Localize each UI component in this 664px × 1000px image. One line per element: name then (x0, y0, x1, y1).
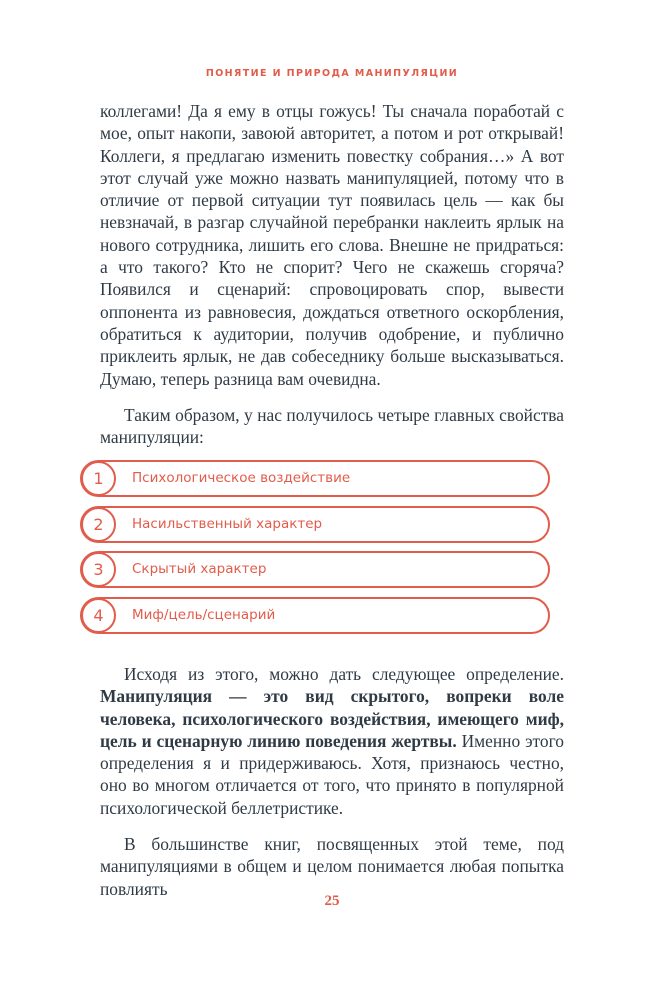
property-number-badge: 3 (81, 552, 116, 587)
paragraph-continued: коллегами! Да я ему в отцы гожусь! Ты сначала поработай с мое, опыт накопи, завоюй авторитет, а потом и рот открывай! Коллеги, я предлагаю изменить повестку собрания…» А вот этот случай уже можно назвать манипуляцией, потому что в отличие от первой ситуации тут появилась цель — как бы невзначай, в разгар случайной перебранки наклеить ярлык на нового сотрудника, лишить его слова. Внешне не придраться: а что такого? Кто не спорит? Чего не скажешь сгоряча? Появился и сценарий: спровоцировать спор, вывести оппонента из равновесия, дождаться ответного оскорбления, обратиться к аудитории, получив одобрение, и публично приклеить ярлык, не дав собеседнику больше высказываться. Думаю, теперь разница вам очевидна. (100, 101, 564, 389)
top-text-block (100, 100, 564, 448)
property-number-badge: 4 (81, 598, 116, 633)
definition-lead: Исходя из этого, можно дать следующее определение. (124, 664, 564, 684)
properties-list (80, 460, 550, 642)
property-label: Миф/цель/сценарий (132, 606, 276, 623)
running-head: ПОНЯТИЕ И ПРИРОДА МАНИПУЛЯЦИИ (205, 68, 459, 79)
property-item (80, 460, 550, 497)
definition-tail: Именно этого определения я и придерживаюсь. Хотя, признаюсь честно, оно во многом отличается от того, что принято в популярной психологической беллетристике. (100, 730, 564, 818)
property-item (80, 551, 550, 588)
definition-bold: Манипуляция — это вид скрытого, вопреки воле человека, психологического воздействия, имеющего миф, цель и сценарную линию поведения жертвы. (100, 686, 564, 751)
paragraph-properties-intro: Таким образом, у нас получилось четыре главных свойства манипуляции: (100, 404, 564, 448)
property-label: Психологическое воздействие (132, 470, 351, 486)
property-number-badge: 1 (81, 461, 116, 496)
property-item (80, 597, 550, 634)
property-number-badge: 2 (81, 507, 116, 542)
paragraph-definition (100, 663, 564, 819)
property-label: Насильственный характер (132, 515, 323, 532)
bottom-text-block (100, 663, 564, 900)
property-label: Скрытый характер (132, 561, 267, 577)
paragraph-last: В большинстве книг, посвященных этой теме, под манипуляциями в общем и целом понимается любая попытка повлиять (100, 834, 564, 899)
page-number: 25 (324, 893, 340, 909)
property-item (80, 506, 550, 543)
